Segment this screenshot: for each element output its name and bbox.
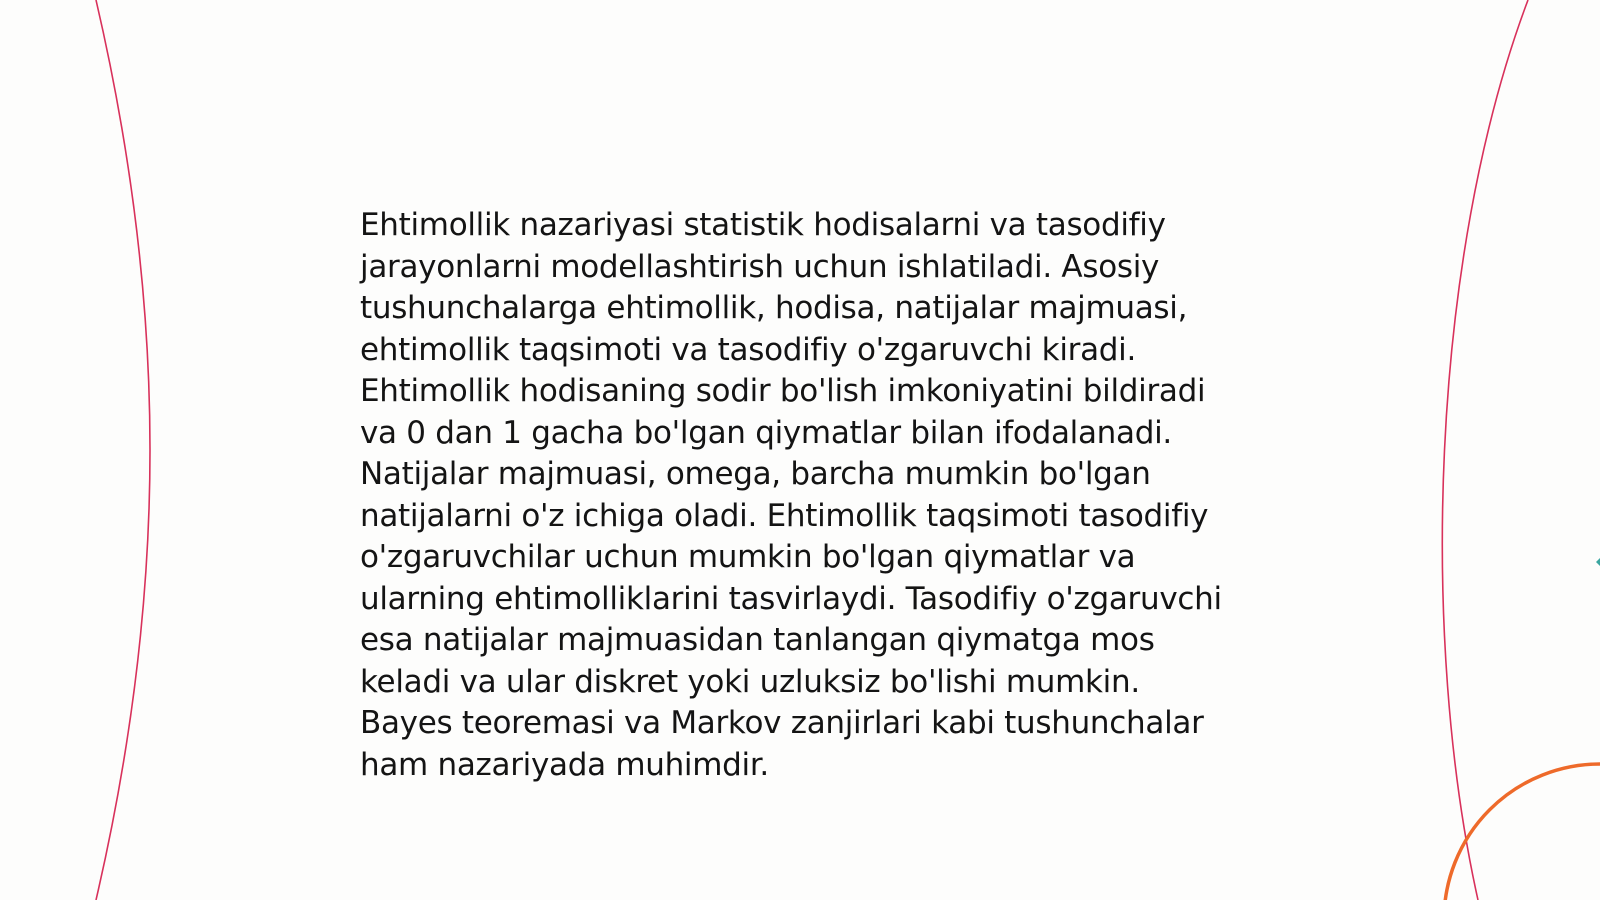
left-curve-line: [96, 0, 150, 900]
body-paragraph: Ehtimollik nazariyasi statistik hodisalarni va tasodifiy jarayonlarni modellashtirish uchun ishlatiladi. Asosiy tushunchalarga ehtimollik, hodisa, natijalar majmuasi, ehtimollik taqsimoti va tasodifiy o'zgaruvchi kiradi. Ehtimollik hodisaning sodir bo'lish imkoniyatini bildiradi va 0 dan 1 gacha bo'lgan qiymatlar bilan ifodalanadi. Natijalar majmuasi, omega, barcha mumkin bo'lgan natijalarni o'z ichiga oladi. Ehtimollik taqsimoti tasodifiy o'zgaruvchilar uchun mumkin bo'lgan qiymatlar va ularning ehtimolliklarini tasvirlaydi. Tasodifiy o'zgaruvchi esa natijalar majmuasidan tanlangan qiymatga mos keladi va ular diskret yoki uzluksiz bo'lishi mumkin. Bayes teoremasi va Markov zanjirlari kabi tushunchalar ham nazariyada muhimdir.: [360, 207, 1222, 783]
orange-circle-outline: [1444, 764, 1600, 900]
small-marker-icon: [1596, 558, 1600, 566]
right-curve-line: [1442, 0, 1528, 900]
